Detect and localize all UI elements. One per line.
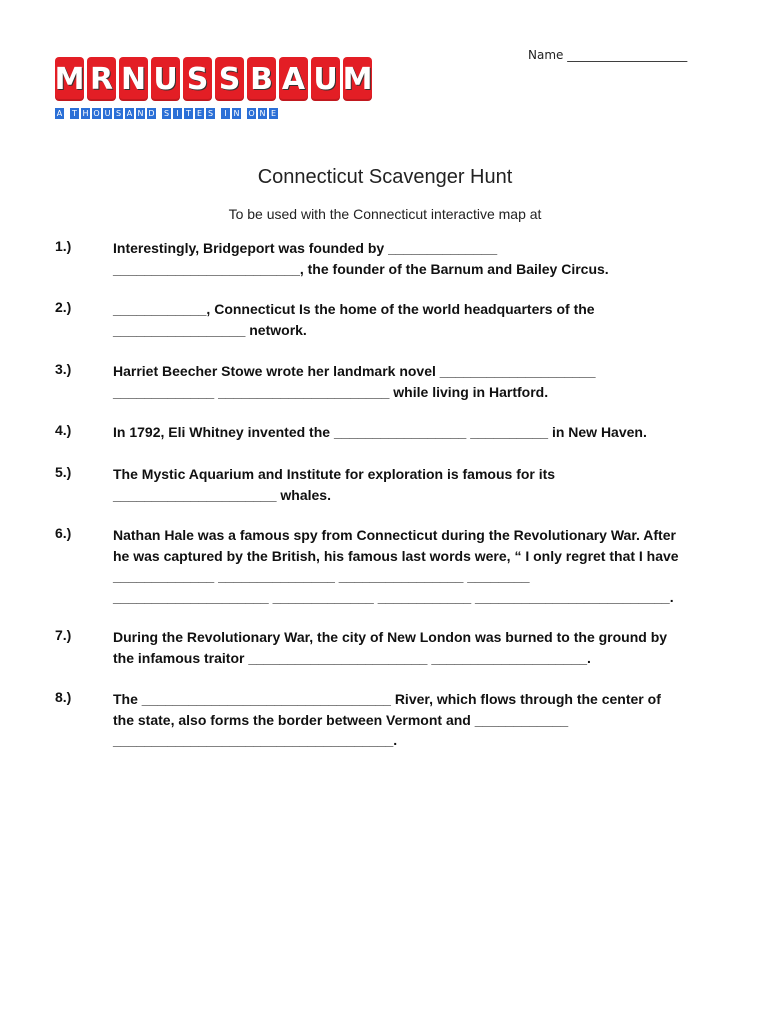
- tagline-letter-box: S: [207, 109, 214, 118]
- logo-letter-tile: U: [311, 57, 340, 101]
- logo-letter-tile: S: [215, 57, 244, 101]
- tagline-letter-box: D: [148, 109, 155, 118]
- page-title: Connecticut Scavenger Hunt: [257, 166, 513, 188]
- question-number: 6.): [55, 525, 72, 541]
- question-text: In 1792, Eli Whitney invented the _________________ __________ in New Haven.: [113, 424, 647, 440]
- tagline-word: [55, 108, 64, 119]
- tagline-letter-box: E: [270, 109, 277, 118]
- tagline-letter-box: S: [115, 109, 122, 118]
- question-text: Interestingly, Bridgeport was founded by ______________ ________________________, the founder of the Barnum and Bailey Circus.: [113, 240, 609, 277]
- tagline-word: [70, 108, 156, 119]
- page-subtitle: To be used with the Connecticut interactive map at: [228, 206, 542, 222]
- tagline-letter-box: A: [56, 109, 63, 118]
- logo-letter-tile: R: [87, 57, 116, 101]
- question-text: Nathan Hale was a famous spy from Connecticut during the Revolutionary War. After he was captured by the British, his famous last words were, “ I only regret that I have _____________ _______________ ________________ ________ ____________________ _____________ ____________ _________________________.: [113, 527, 679, 605]
- question-text: During the Revolutionary War, the city of New London was burned to the ground by the infamous traitor _______________________ ____________________.: [113, 629, 668, 666]
- tagline-letter-box: N: [259, 109, 266, 118]
- name-field-label: Name ____________________: [528, 48, 688, 62]
- tagline-letter-box: T: [70, 108, 79, 119]
- question-number: 2.): [55, 299, 72, 315]
- question-text: ____________, Connecticut Is the home of the world headquarters of the _________________ network.: [113, 301, 595, 338]
- question-number: 8.): [55, 689, 72, 705]
- question-text: Harriet Beecher Stowe wrote her landmark novel ____________________ _____________ ______________________ while living in Hartford.: [113, 363, 596, 400]
- tagline-letter-box: I: [173, 108, 182, 119]
- logo-letter-tile: M: [343, 57, 372, 101]
- question-text: The ________________________________ River, which flows through the center of the state, also forms the border between Vermont and ____________ ____________________________________.: [113, 691, 661, 748]
- tagline-letter-box: S: [163, 109, 170, 118]
- tagline-word: [247, 108, 278, 119]
- tagline-letter-box: N: [233, 109, 240, 118]
- question-text: The Mystic Aquarium and Institute for exploration is famous for its _____________________ whales.: [113, 466, 556, 503]
- tagline-letter-box: N: [137, 109, 144, 118]
- mrnussbaum-logo: [55, 57, 372, 119]
- logo-letter-tile: S: [183, 57, 212, 101]
- tagline-letter-box: U: [104, 109, 111, 118]
- logo-letter-tile: B: [247, 57, 276, 101]
- question-number: 1.): [55, 238, 72, 254]
- tagline-letter-box: T: [184, 108, 193, 119]
- tagline-letter-box: A: [126, 109, 133, 118]
- logo-tagline: [55, 108, 372, 119]
- question-number: 3.): [55, 361, 72, 377]
- tagline-letter-box: O: [248, 109, 255, 118]
- tagline-letter-box: H: [82, 109, 89, 118]
- tagline-word: [221, 108, 241, 119]
- logo-letter-tile: A: [279, 57, 308, 101]
- logo-letter-tile: M: [55, 57, 84, 101]
- question-number: 7.): [55, 627, 72, 643]
- tagline-letter-box: E: [196, 109, 203, 118]
- logo-tiles: [55, 57, 372, 101]
- question-number: 4.): [55, 422, 72, 438]
- tagline-word: [162, 108, 215, 119]
- question-number: 5.): [55, 464, 72, 480]
- logo-letter-tile: N: [119, 57, 148, 101]
- tagline-letter-box: I: [221, 108, 230, 119]
- tagline-letter-box: O: [93, 109, 100, 118]
- logo-letter-tile: U: [151, 57, 180, 101]
